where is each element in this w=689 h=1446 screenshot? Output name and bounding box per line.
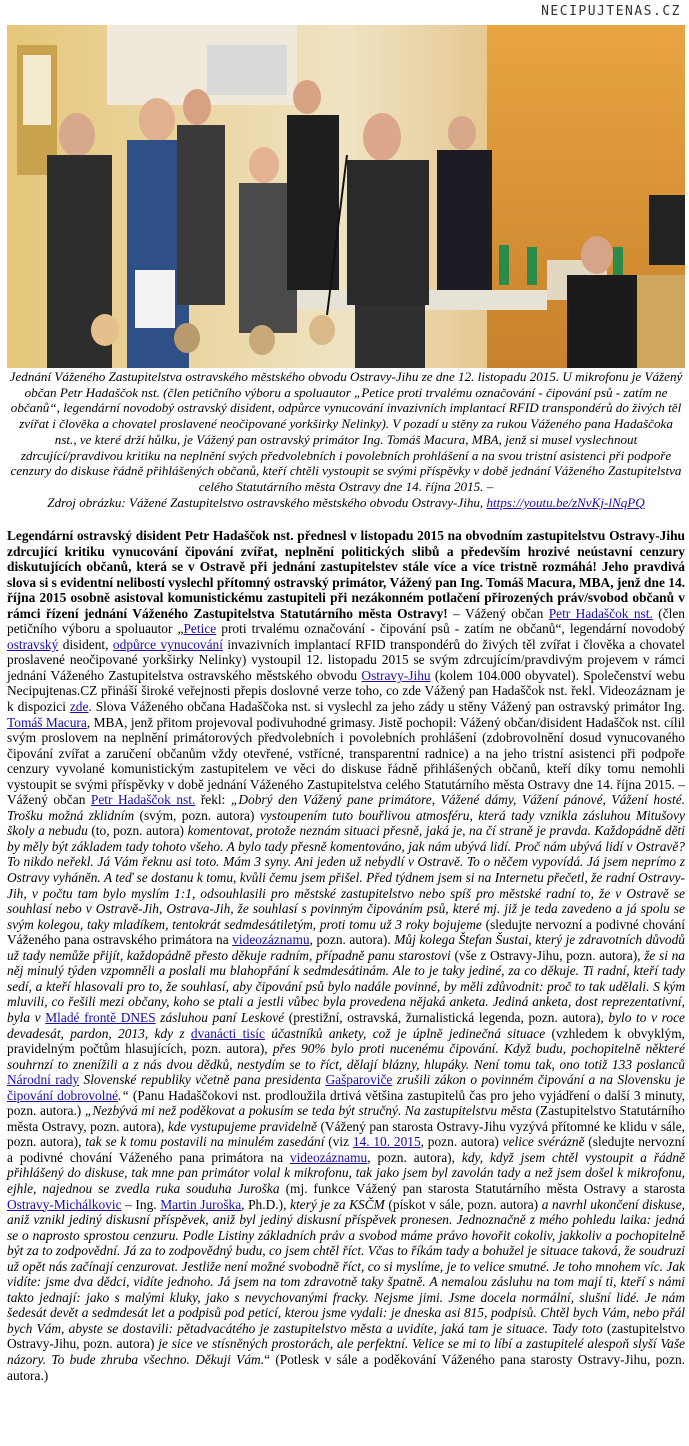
text-span: (zastupitelstvo Ostravy-Jihu, pozn. autora) [7,1320,685,1352]
quote-span: a navrhl ukončení diskuse, aniž vznikl jediný diskusní příspěvek, aniž byl jediný diskusní příspěvek pronesen. Jednoznačně z mého pohledu laika: jedná se o naprosto sprostou cenzuru. Podle Listiny základních práv a svobod máme právo hovořit cokoliv, jakkoliv a pochopitelně být za to zodpovědní. Já za to zodpovědný budu, co jsem chtěl říct. Včas to říkám tady a bohužel je situace taková, že soudruzi už opět nás začínají cenzurovat. Jestliže není možné svobodně říct, co si myslíme, je to velice smutné. Je toho mnohem víc. Jak vidíte: jsme dva dědci, vidíte jednoho. Já jsem na tom zdravotně taky špatně. A nemalou zásluhu na tom mají ti, kteří s námi takto jednají: jako s malými kluky, jako s nevychovanými fracky. Nejsme jimi. Jsme docela normální, slušní lidé. Je nám šedesát devět a sedmdesát let a podpisů pod peticí, kterou jsme vydali: je dneska asi 815, podpisů. Chtěl bych Vám, nebo přál bych Vám, abyste se dostavili: pětadvacátého je zastupitelstvo města a uvidíte, jaká tam je situace. Tady toto [7,1196,685,1336]
text-span: . Slova Váženého občana Hadaščoka nst. si vyslechl za jeho zády u stěny Vážený pan ostravský primátor Ing. [88,699,685,715]
quote-span: kdy, když jsem chtěl vystoupit a řádně přihlášený do diskuse, tak mne pan primátor volal k mikrofonu, tak jako jsem byl zavolán tady a než jsem došel k mikrofonu, ejhle, najednou se zvedla ruka souduha Juroška [7,1149,685,1196]
text-span: (svým, pozn. autora) [134,807,260,823]
link-dvanacti-tisic[interactable]: dvanácti tisíc [190,1025,265,1041]
quote-span: Můj kolega Štefan Šustai, který je zdravotních důvodů už tady nemůže přijít, každopádně přesto děkuje radním, případně panu starostovi [7,932,685,963]
link-mlada-fronta[interactable]: Mladé frontě DNES [45,1009,156,1025]
quote-span: „Nezbývá mi než poděkovat a pokusím se teda být stručný. Na zastupitelstvu města [84,1103,532,1119]
quote-span: Slovenské republiky včetně pana presidenta [79,1072,326,1088]
quote-span: kde vystupujeme pravidelně [167,1118,317,1134]
quote-span: zásluhou paní Leskové [155,1009,285,1025]
text-span: (kolem 104.000 obyvatel). Společenství webu Necipujtenas.CZ přináší široké veřejnosti přepis doslovné verze toho, co zde Vážený pan Hadaščok nst. řekl. Videozáznam je k dispozici [7,667,685,715]
text-span: “ (Potlesk v sále a poděkování Váženého pana starosty Ostravy-Jihu, pozn. autora.) [7,1351,685,1383]
article-lead: Legendární ostravský disident Petr Hadaščok nst. přednesl v listopadu 2015 na obvodním zastupitelstvu Ostravy-Jihu zdrcující kritiku vynucování čipování zvířat, neplnění politických slibů a především hrozivé neústavní cenzury diskutujících občanů, která se v Ostravě při jednání zastupitelstev stále více a více tristně rozmáhá! Jeho pravdivá slova si s evidentní nelibostí vyslechl přítomný ostravský primátor, Vážený pan Ing. Tomáš Macura, MBA, jenž dne 14. října 2015 osobně asistoval komunistickému zastupiteli při nezákonném potlačení přirozených práv/svobod občanů v rámci řízení jednání Váženého Zastupitelstva Statutárního města Ostravy! [7,528,685,621]
text-span: řekl: [195,792,231,808]
text-span: (viz [324,1134,353,1150]
link-ostravsky[interactable]: ostravský [7,636,59,652]
link-hadascok-2[interactable]: Petr Hadaščok nst. [90,792,196,808]
text-span: (člen petičního výboru a spoluautor „ [7,605,686,637]
quote-span: „Dobrý den Vážený pane primátore, Vážené dámy, Vážení pánové, Vážení hosté. Trošku možná zklidním [7,792,686,823]
text-span: – Vážený občan [447,605,549,621]
article-paragraph [7,528,685,1383]
text-span: (sledujte nervozní a podivné chování Váženého pana ostravského primátora na [7,916,686,948]
text-span: (Vážený pan starosta Ostravy-Jihu vyzývá přítomné ke klidu v sále, pozn. autora), [7,1118,685,1150]
caption-source-link[interactable]: https://youtu.be/zNvKj-lNqPQ [486,494,645,510]
link-martin-juroska[interactable]: Martin Juroška [160,1196,242,1212]
link-zde[interactable]: zde [69,699,89,715]
text-span: – Ing. [121,1196,161,1212]
quote-span: komentovat, protože neznám situaci přesně, jaká je, na čí straně je pravda. Každopádně děti by měly být základem tady tohoto všeho. A bylo tady přesně komentováno, jak nám ubývá lidí. Proč nám ubývá lidí v Ostravě? To nikdo neřekl. Já Vám řeknu asi toto. Mám 3 syny. Ani jeden už nebydlí v Ostravě. To o něčem vypovídá. Já jsem neprímo z Ostravy vyháněn. A teď se dostanu k tomu, kvůli čemu jsem přišel. Před týdnem jsem si na Internetu přečetl, že radní Ostravy-Jih, v počtu tam bylo myslím 1:1, odsouhlasili pro městské zastupitelstvo nebo spíš pro městské radní to, že v Ostravě se souhlasí nebo v Ostravě-Jih, Ostrava-Jih, že souhlasí s povinným čipováním psů, které mj. již je teda zavedeno a já spolu se svým kolegou, taky mladíkem, tentokrát sedmdesátiletým, proti tomu už 3 roky bojujeme [7,823,685,932]
quote-span: tak se k tomu postavili na minulém zasedání [85,1134,325,1150]
text-span: , MBA, jenž přitom projevoval podivuhodné grimasy. Jistě pochopil: Vážený občan/disident Hadaščok nst. cílil svým proslovem na neplnění primátorových předvolebních i povolebních prohlášení (zdobrovolnění dosud vynucovaného čipování zvířat a zaručení občanům vždy otevřené, vstřícné, transparentní radnice) a na jeho tristní asistenci při podpoře cenzury vyvolané komunistickým zastupitelem ve věci do diskuse řádně přihlášených občanů, kteří díky tomu nemohli vystoupit se svými příspěvky v době jednání Váženého Zastupitelstva celého Statutárního města Ostravy dne 14. října 2015. – Vážený občan [7,714,686,808]
text-span: , pozn. autora), [367,1149,462,1165]
text-span: (pískot v sále, pozn. autora) [384,1196,542,1212]
text-span: proti trvalému označování - čipování psů - zatím ne občanů“, legendární novodobý [216,621,685,637]
quote-span: přes 90% bylo proti nucenému čipování. Když budu, pochopitelně některé souhrnzí to znenížili a z nás dvou dědků, nestydím se to říct, dělají blázny, hlupáky. Není tomu tak, ono totiž 133 poslanců [7,1041,685,1072]
text-span: , pozn. autora). [309,932,395,948]
quote-span: .“ [118,1087,129,1103]
text-span: disident, [58,636,113,652]
text-span: (vše z Ostravy-Jihu, pozn. autora), [450,947,645,963]
link-hadascok[interactable]: Petr Hadaščok nst. [548,605,653,621]
text-span: , pozn. autora) [420,1134,503,1150]
caption-source: Zdroj obrázku: Vážené Zastupitelstvo ostravského městského obvodu Ostravy-Jihu, [47,494,487,510]
link-petice[interactable]: Petice [183,621,217,637]
link-odpurce[interactable]: odpůrce vynucování [112,636,223,652]
quote-span: účastníků ankety, což je úplně jedinečná situace [264,1025,546,1041]
text-span: (sledujte nervozní a podivné chování Váženého pana primátora na [7,1134,686,1165]
quote-span: který je za KSČM [290,1196,385,1212]
quote-span: velice svérázně [502,1134,585,1150]
quote-span: bylo to v roce devadesát, pardon, 2013, kdy z [7,1009,685,1041]
quote-span: vystoupením tuto bouřlivou atmosféru, která tady vznikla zásluhou Mitušovy školy a nebudu [7,807,685,839]
text-span: (to, pozn. autora) [87,823,188,839]
site-brand: NECIPUJTENAS.CZ [541,4,681,19]
link-videozaznam-2[interactable]: videozáznamu [289,1149,368,1165]
text-span: (Zastupitelstvo Statutárního města Ostravy, pozn. autora), [7,1103,685,1134]
text-span: (Panu Hadaščokovi nst. prodloužila drtivá většina zastupitelů čas pro jeho vyjádření o další 3 minuty, pozn. autora.) [7,1087,685,1119]
link-macura[interactable]: Tomáš Macura [7,714,87,730]
quote-span: že si na něj minulý týden vzpomněli a poslali mu blahopřání k sedmdesátinám. Ale to je taky jediné, za co děkuje. Ti radní, kteří tady sedí, a kteří hlasovali pro to, že souhlasí, aby čipování psů bylo nadále povinné, by měli zdůvodnit: proč to tak udělali. S kým mluvili, co řešili mezi občany, koho se ptali a jestli vůbec byla provedena nějaká anketa. Jediná anketa, dost reprezentativní, byla v [7,947,685,1025]
quote-span: je sice ve stísněných prostorách, ale perfektní. Velice se mi to líbí a zastupitelé alespoň slyší Vaše názory. To bude zhruba všechno. Děkuji Vám. [7,1336,685,1367]
quote-span: zrušili zákon o povinném čipování a na Slovensku je [392,1072,685,1088]
article-body [7,528,685,1383]
text-span: , Ph.D.), [241,1196,291,1212]
caption-text: Jednání Váženého Zastupitelstva ostravského městského obvodu Ostravy-Jihu ze dne 12. listopadu 2015. U mikrofonu je Vážený občan Petr Hadaščok nst. (člen petičního výboru a spoluautor „Petice proti trvalému označování - čipování psů - zatím ne občanů“, legendární novodobý ostravský disident, odpůrce vynucování invazivních implantací RFID transpondérů do živých těl zvířat i člověka a chovatel proslavené neočipované yorkširky Nelinky). V pozadí u stěny za rukou Váženého pana Hadaščoka nst., ve které drží hůlku, je Vážený pan ostravský primátor Ing. Tomáš Macura, MBA, jenž si musel vyslechnout zdrcující/pravdivou kritiku na neplnění svých předvolebních i povolebních prohlášení a na svou tristní asistenci při podpoře cenzury do diskuse řádně přihlášených občanů, kteří chtěli vystoupit se svými příspěvky v době jednání Váženého Zastupitelstva celého Statutárního města Ostravy dne 14. října 2015. – [9,369,683,494]
link-ostravy-michalkovic[interactable]: Ostravy-Michálkovic [7,1196,122,1212]
text-span: (vzhledem k obvyklým, pravidelným počtům hlasujících, pozn. autora), [7,1025,685,1057]
text-span: (mj. funkce Vážený pan starosta Statutárního města Ostravy a starosta [279,1180,686,1196]
text-span: invazivních implantací RFID transpondérů do živých těl zvířat i člověka a chovatel proslavené neočipované yorkširky Nelinky) vystoupil 12. listopadu 2015 se svým zdrcujícím/pravdivým projevem v rámci jednání Váženého Zastupitelstva ostravského městského obvodu [7,636,685,683]
photo-caption [7,369,685,510]
link-14-10-2015[interactable]: 14. 10. 2015 [352,1134,421,1150]
link-cipovani-dobrovolne[interactable]: čipování dobrovolné [7,1087,119,1103]
meeting-photo [7,25,685,368]
link-ostravy-jihu[interactable]: Ostravy-Jihu [361,667,431,683]
link-gasparovice[interactable]: Gašparoviče [325,1072,393,1088]
text-span: (prestižní, ostravská, žurnalistická legenda, pozn. autora), [284,1009,609,1025]
link-videozaznam[interactable]: videozáznamu [232,932,310,948]
link-narodni-rady[interactable]: Národní rady [7,1072,80,1088]
